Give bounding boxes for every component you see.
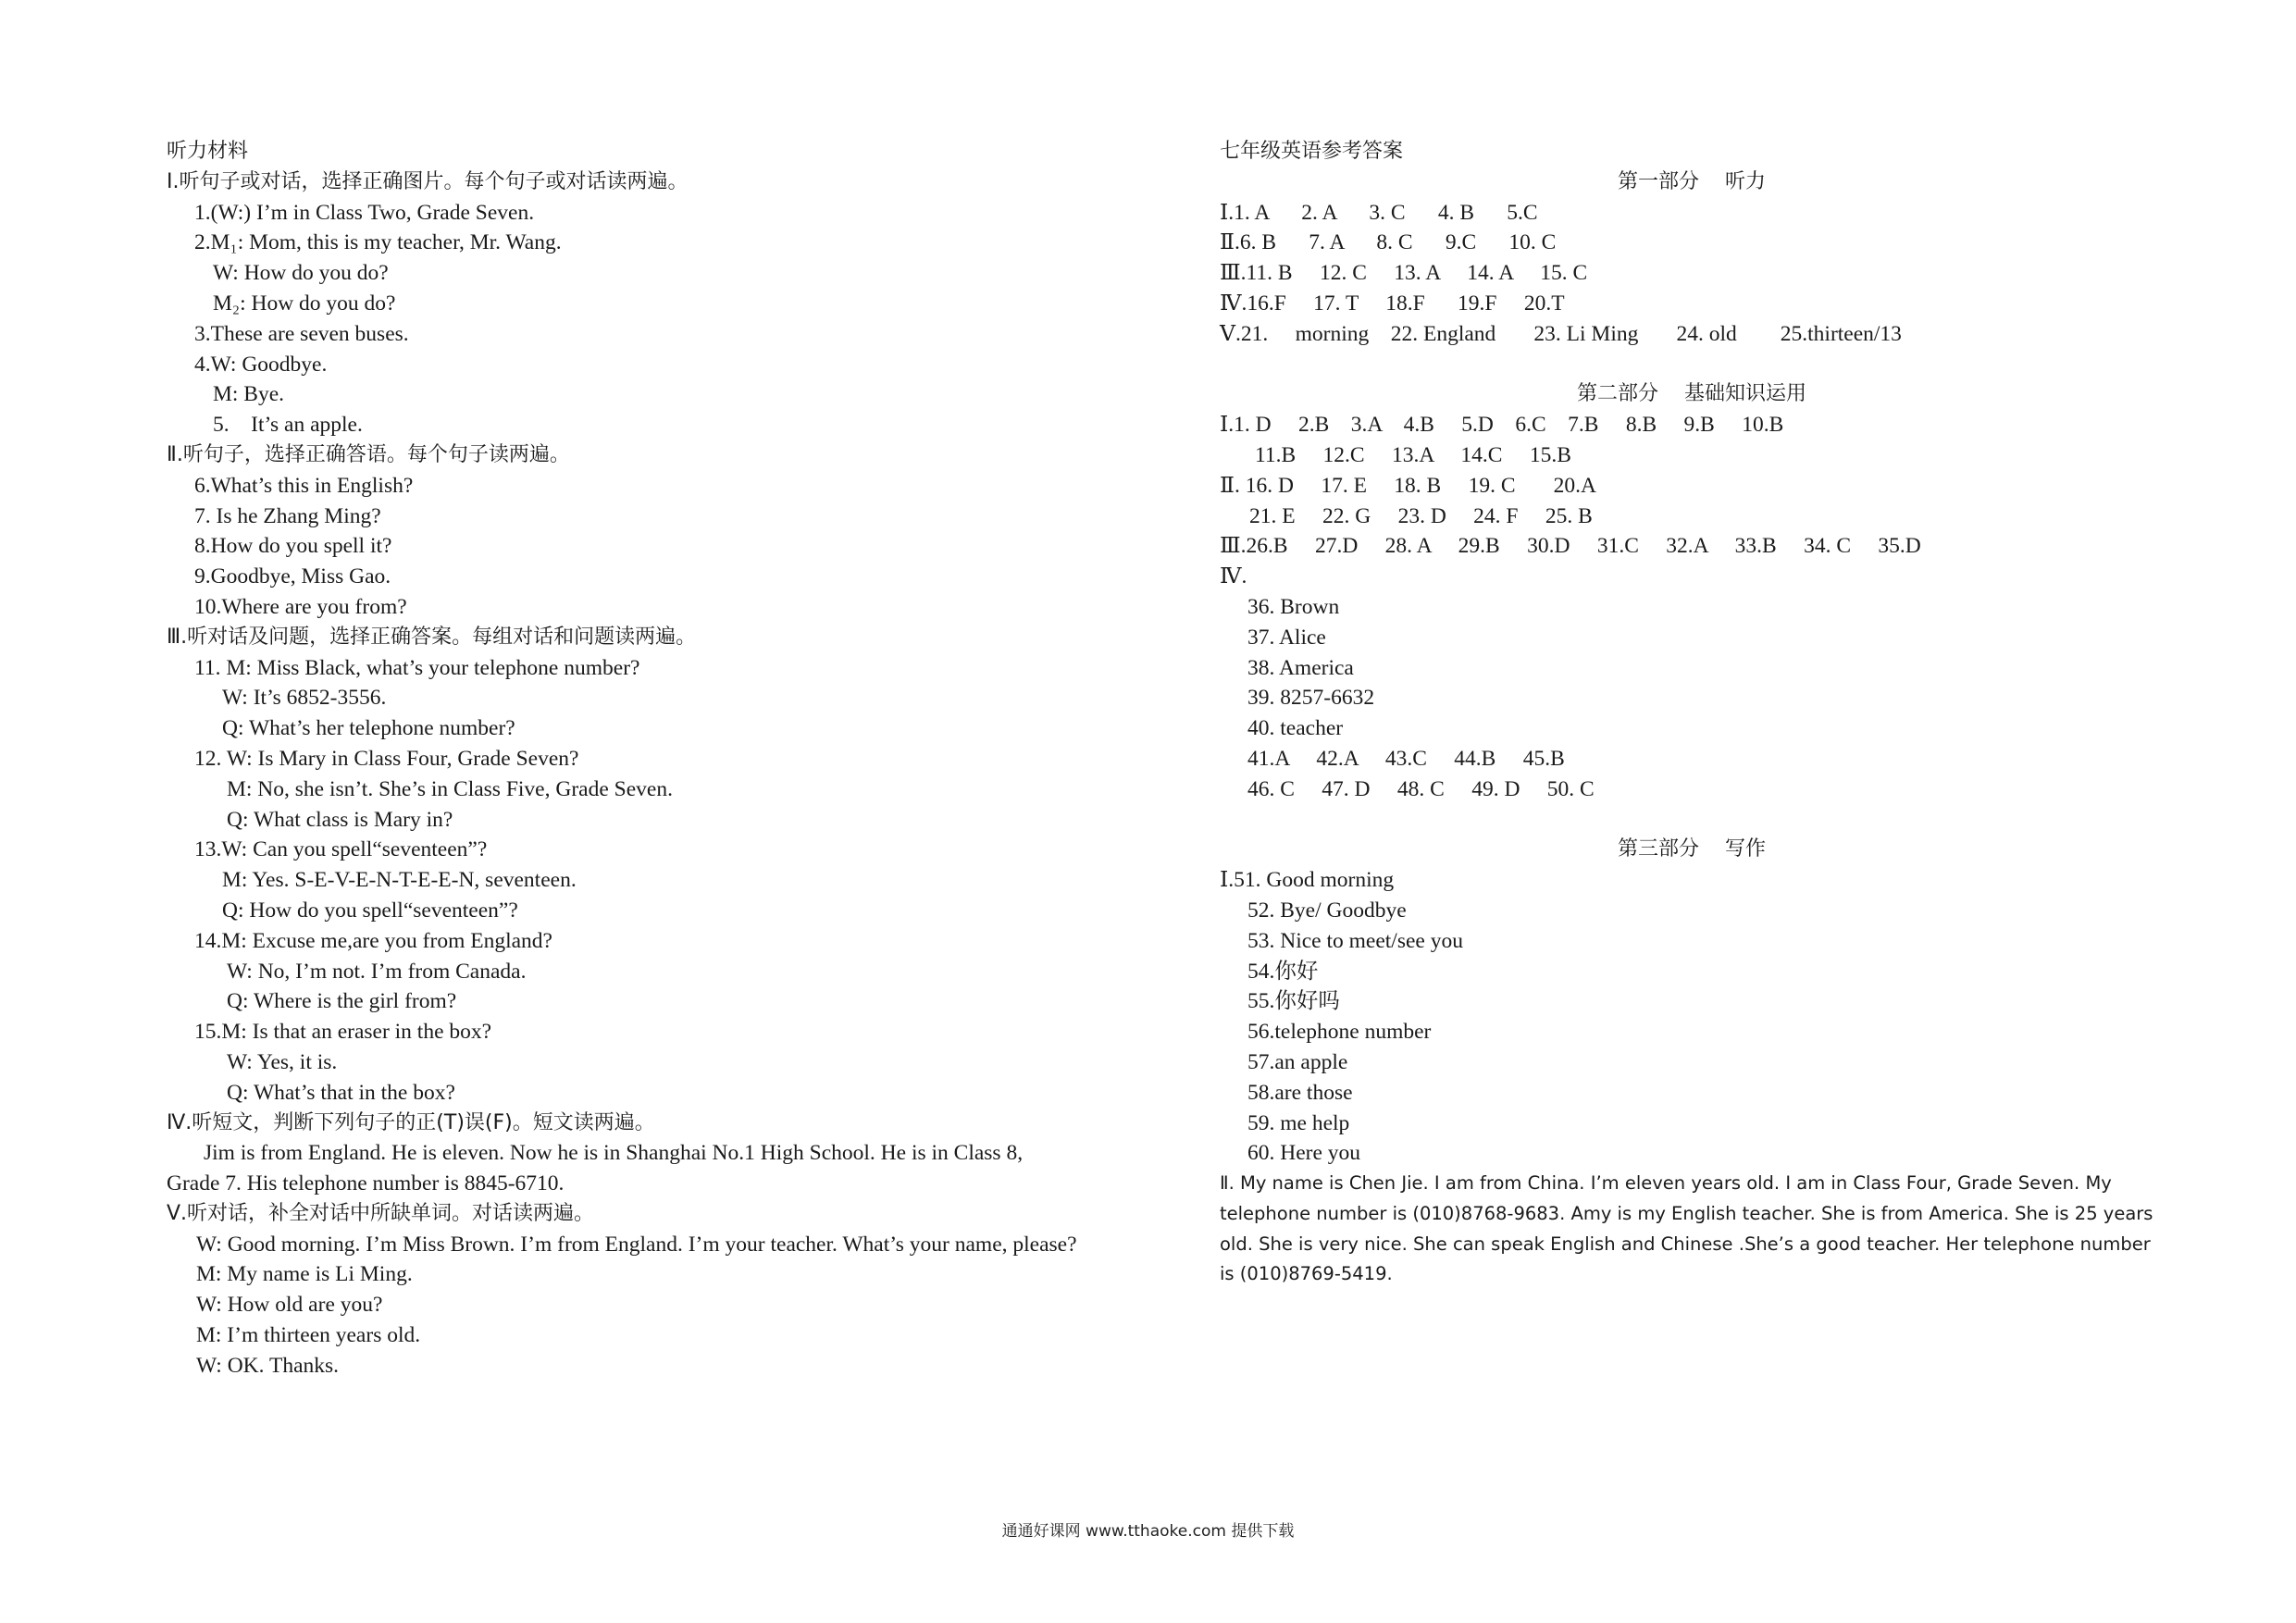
answer-line: Ⅴ.21. morning 22. England 23. Li Ming 24. old 25.thirteen/13: [1220, 321, 1902, 346]
listening-section-heading: Ⅲ.听对话及问题，选择正确答案。每组对话和问题读两遍。: [167, 625, 697, 649]
listening-line: 14.M: Excuse me,are you from England?: [194, 928, 552, 953]
listening-line: 15.M: Is that an eraser in the box?: [194, 1020, 492, 1045]
listening-lines: [167, 167, 1129, 1381]
listening-line: 2.M₁: Mom, this is my teacher, Mr. Wang.: [194, 230, 562, 255]
listening-line: 7. Is he Zhang Ming?: [194, 503, 381, 528]
answer-spacer: [1220, 805, 2164, 836]
answer-lines: [1220, 167, 2164, 1169]
listening-line: M₂: How do you do?: [213, 291, 396, 316]
listening-line: 5. It’s an apple.: [213, 413, 363, 438]
answer-line: 55.你好吗: [1247, 989, 1340, 1014]
answer-part-heading: 第三部分 写作: [1618, 837, 1766, 861]
answer-line: 37. Alice: [1247, 625, 1326, 650]
answer-line: Ⅲ.11. B 12. C 13. A 14. A 15. C: [1220, 261, 1588, 286]
listening-title: 听力材料: [167, 140, 249, 163]
answer-line: 41.A 42.A 43.C 44.B 45.B: [1247, 746, 1565, 771]
answer-line: 59. me help: [1247, 1110, 1350, 1135]
answer-line: 58.are those: [1247, 1080, 1353, 1105]
answer-line: Ⅱ.6. B 7. A 8. C 9.C 10. C: [1220, 230, 1557, 255]
listening-line: Q: How do you spell“seventeen”?: [222, 898, 518, 923]
listening-line: 4.W: Goodbye.: [194, 352, 328, 377]
answer-part-heading: 第一部分 听力: [1618, 169, 1766, 193]
listening-line: 10.Where are you from?: [194, 594, 407, 619]
answer-spacer: [1220, 350, 2164, 380]
listening-line: M: No, she isn’t. She’s in Class Five, Grade Seven.: [227, 776, 673, 801]
listening-script-column: [167, 137, 1129, 1381]
footer-credit: 通通好课网 www.tthaoke.com 提供下载: [1001, 1522, 1295, 1541]
listening-line: 11. M: Miss Black, what’s your telephone number?: [194, 655, 640, 680]
listening-line: 8.How do you spell it?: [194, 534, 392, 559]
listening-line: Grade 7. His telephone number is 8845-6710.: [167, 1171, 565, 1196]
listening-line: W: How do you do?: [213, 261, 389, 286]
listening-line: W: How old are you?: [196, 1293, 383, 1318]
listening-line: M: I’m thirteen years old.: [196, 1323, 421, 1348]
listening-line: M: Bye.: [213, 382, 285, 407]
answer-line: 40. teacher: [1247, 716, 1344, 741]
answer-line: 54.你好: [1247, 959, 1319, 984]
answer-key-column: [1220, 137, 2164, 1290]
answer-line: 56.telephone number: [1247, 1020, 1432, 1045]
answer-line: 60. Here you: [1247, 1141, 1361, 1166]
listening-line: M: Yes. S-E-V-E-N-T-E-E-N, seventeen.: [222, 868, 577, 893]
answer-part-heading: 第二部分 基础知识运用: [1577, 382, 1806, 406]
listening-line: 12. W: Is Mary in Class Four, Grade Seven?: [194, 746, 579, 771]
listening-line: 9.Goodbye, Miss Gao.: [194, 564, 391, 589]
listening-section-heading: Ⅰ.听句子或对话，选择正确图片。每个句子或对话读两遍。: [167, 169, 689, 193]
listening-line: W: It’s 6852-3556.: [222, 686, 387, 711]
answer-line: 52. Bye/ Goodbye: [1247, 898, 1407, 923]
answer-line: Ⅰ.1. A 2. A 3. C 4. B 5.C: [1220, 200, 1538, 225]
listening-line: 6.What’s this in English?: [194, 473, 414, 498]
listening-line: W: No, I’m not. I’m from Canada.: [227, 959, 527, 984]
listening-line: Q: What’s her telephone number?: [222, 716, 515, 741]
answer-line: 36. Brown: [1247, 594, 1340, 619]
answer-line: 46. C 47. D 48. C 49. D 50. C: [1247, 776, 1595, 801]
listening-line: W: Yes, it is.: [227, 1049, 338, 1074]
listening-line: 1.(W:) I’m in Class Two, Grade Seven.: [194, 200, 535, 225]
listening-section-heading: Ⅱ.听句子，选择正确答语。每个句子读两遍。: [167, 442, 570, 466]
essay-answer: Ⅱ. My name is Chen Jie. I am from China. I’m eleven years old. I am in Class Four, Grade Seven. My telephone number is (010)8768-9683. Amy is my English teacher. She is from America. She is 25 years old. She is very nice. She can speak English and Chinese .She’s a good teacher. Her telephone number is (010)8769-5419.: [1220, 1172, 2153, 1285]
listening-line: Q: What’s that in the box?: [227, 1080, 455, 1105]
answer-line: 11.B 12.C 13.A 14.C 15.B: [1255, 442, 1571, 467]
answer-line: Ⅲ.26.B 27.D 28. A 29.B 30.D 31.C 32.A 33.B 34. C 35.D: [1220, 534, 1921, 559]
answer-line: Ⅰ.51. Good morning: [1220, 868, 1395, 893]
answer-line: Ⅳ.: [1220, 564, 1247, 589]
listening-line: 3.These are seven buses.: [194, 321, 409, 346]
answer-line: 57.an apple: [1247, 1049, 1348, 1074]
listening-line: M: My name is Li Ming.: [196, 1262, 413, 1287]
answer-line: 38. America: [1247, 655, 1354, 680]
listening-line: W: OK. Thanks.: [196, 1353, 340, 1378]
answer-line: 21. E 22. G 23. D 24. F 25. B: [1249, 503, 1593, 528]
listening-line: 13.W: Can you spell“seventeen”?: [194, 837, 488, 862]
listening-line: W: Good morning. I’m Miss Brown. I’m from England. I’m your teacher. What’s your name, please?: [196, 1232, 1077, 1257]
listening-section-heading: Ⅴ.听对话，补全对话中所缺单词。对话读两遍。: [167, 1201, 595, 1225]
answer-line: 39. 8257-6632: [1247, 686, 1375, 711]
answer-line: Ⅱ. 16. D 17. E 18. B 19. C 20.A: [1220, 473, 1596, 498]
answer-key-title: 七年级英语参考答案: [1220, 140, 1404, 163]
answer-line: Ⅰ.1. D 2.B 3.A 4.B 5.D 6.C 7.B 8.B 9.B 10.B: [1220, 413, 1784, 438]
listening-line: Jim is from England. He is eleven. Now he is in Shanghai No.1 High School. He is in Class 8,: [204, 1141, 1024, 1166]
answer-line: 53. Nice to meet/see you: [1247, 928, 1463, 953]
listening-line: Q: Where is the girl from?: [227, 989, 457, 1014]
listening-section-heading: Ⅳ.听短文，判断下列句子的正(T)误(F)。短文读两遍。: [167, 1110, 655, 1134]
answer-line: Ⅳ.16.F 17. T 18.F 19.F 20.T: [1220, 291, 1565, 316]
listening-line: Q: What class is Mary in?: [227, 807, 453, 832]
